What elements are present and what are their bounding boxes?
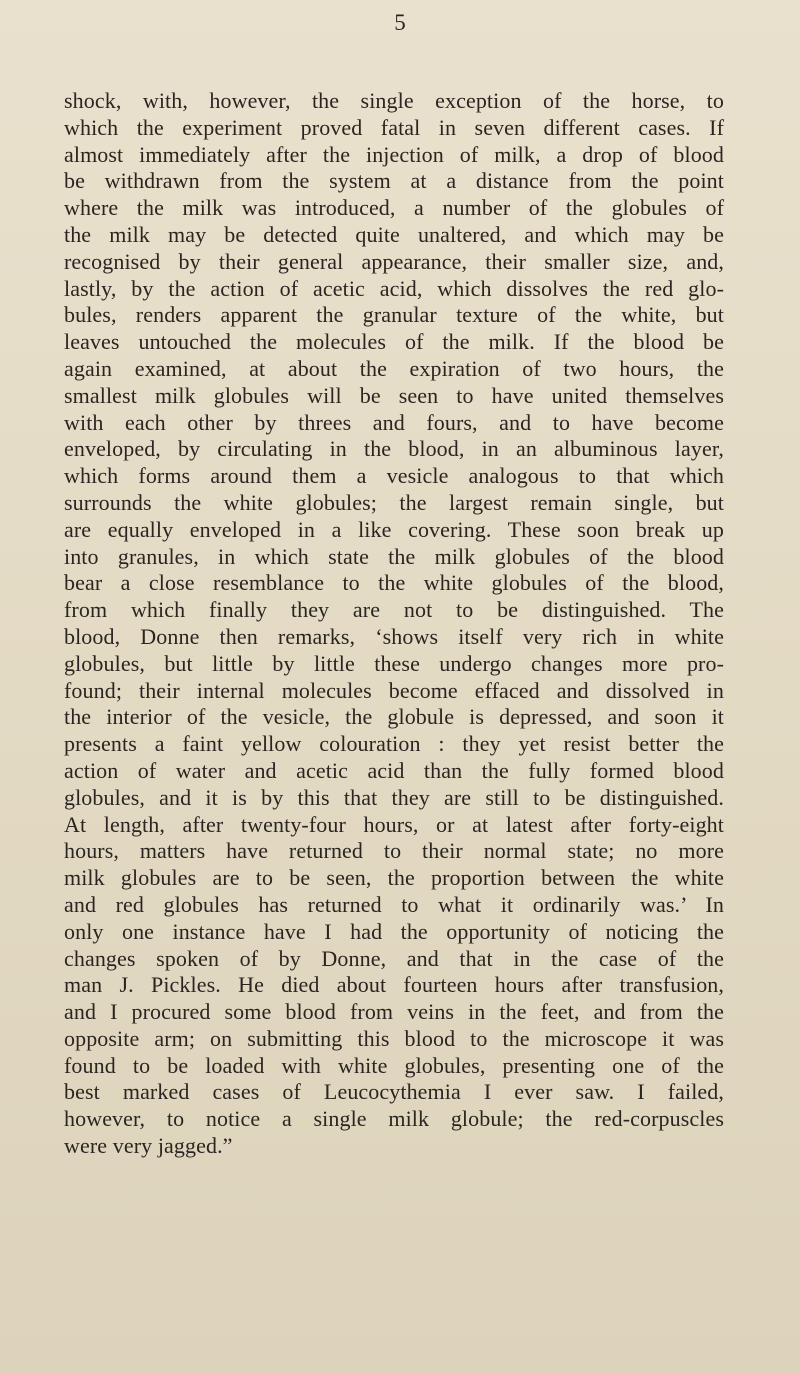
text-line: changes spoken of by Donne, and that in the case of the (64, 945, 724, 971)
text-line: presents a faint yellow colouration : they yet resist better the (64, 731, 724, 757)
text-line: leaves untouched the molecules of the milk. If the blood be (64, 329, 724, 355)
text-line-last: were very jagged.” (64, 1133, 233, 1159)
text-line: recognised by their general appearance, their smaller size, and, (64, 248, 724, 274)
text-line: action of water and acetic acid than the fully formed blood (64, 757, 724, 783)
text-line: be withdrawn from the system at a distance from the point (64, 168, 724, 194)
text-line: opposite arm; on submitting this blood to the microscope it was (64, 1025, 724, 1051)
text-line: man J. Pickles. He died about fourteen hours after transfusion, (64, 972, 724, 998)
text-line: almost immediately after the injection of milk, a drop of blood (64, 141, 724, 167)
body-text (64, 88, 724, 1160)
text-line: which the experiment proved fatal in seven different cases. If (64, 114, 724, 140)
text-line: and I procured some blood from veins in the feet, and from the (64, 999, 724, 1025)
text-line: globules, and it is by this that they are still to be distinguished. (64, 784, 724, 810)
text-line: the interior of the vesicle, the globule is depressed, and soon it (64, 704, 724, 730)
text-line: At length, after twenty-four hours, or at latest after forty-eight (64, 811, 724, 837)
text-line: which forms around them a vesicle analogous to that which (64, 463, 724, 489)
text-line: blood, Donne then remarks, ‘shows itself very rich in white (64, 623, 724, 649)
text-line: the milk may be detected quite unaltered, and which may be (64, 221, 724, 247)
text-line: only one instance have I had the opportunity of noticing the (64, 918, 724, 944)
text-line: from which finally they are not to be distinguished. The (64, 597, 724, 623)
text-line: found to be loaded with white globules, presenting one of the (64, 1052, 724, 1078)
text-line: found; their internal molecules become effaced and dissolved in (64, 677, 724, 703)
page-number: 5 (394, 10, 406, 35)
text-line: with each other by threes and fours, and to have become (64, 409, 724, 435)
text-line: milk globules are to be seen, the proportion between the white (64, 865, 724, 891)
text-line: smallest milk globules will be seen to have united themselves (64, 382, 724, 408)
text-line: bear a close resemblance to the white globules of the blood, (64, 570, 724, 596)
text-line: and red globules has returned to what it ordinarily was.’ In (64, 891, 724, 917)
text-line: where the milk was introduced, a number of the globules of (64, 195, 724, 221)
text-line: surrounds the white globules; the largest remain single, but (64, 489, 724, 515)
text-line: bules, renders apparent the granular texture of the white, but (64, 302, 724, 328)
text-line: enveloped, by circulating in the blood, in an albuminous layer, (64, 436, 724, 462)
text-line: hours, matters have returned to their normal state; no more (64, 838, 724, 864)
text-line: shock, with, however, the single exception of the horse, to (64, 88, 724, 113)
text-line: however, to notice a single milk globule; the red-corpuscles (64, 1106, 724, 1132)
text-line: are equally enveloped in a like covering. These soon break up (64, 516, 724, 542)
text-line: again examined, at about the expiration of two hours, the (64, 355, 724, 381)
text-line: lastly, by the action of acetic acid, which dissolves the red glo- (64, 275, 724, 301)
text-line: into granules, in which state the milk globules of the blood (64, 543, 724, 569)
text-line: globules, but little by little these undergo changes more pro- (64, 650, 724, 676)
text-line: best marked cases of Leucocythemia I ever saw. I failed, (64, 1079, 724, 1105)
